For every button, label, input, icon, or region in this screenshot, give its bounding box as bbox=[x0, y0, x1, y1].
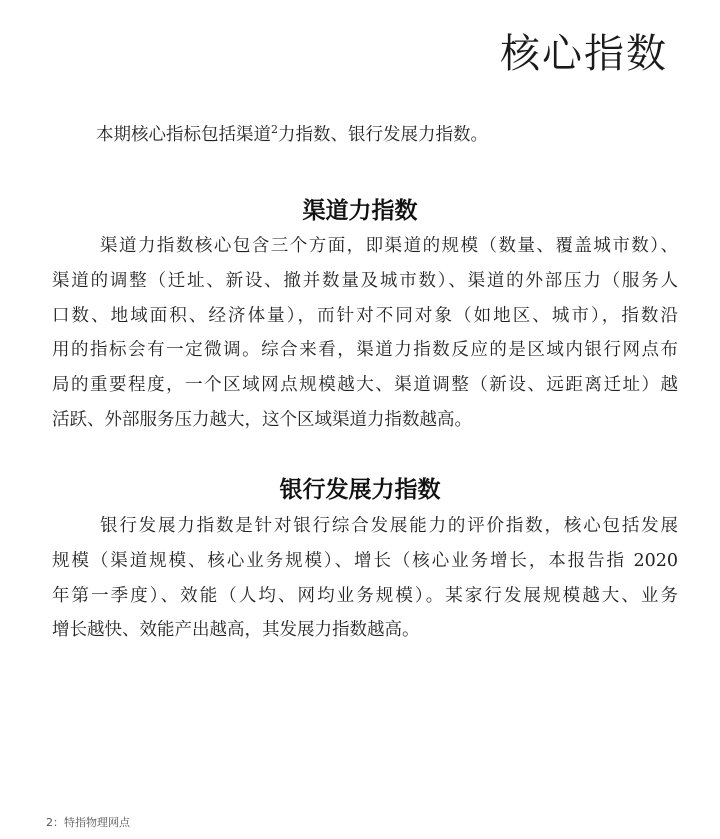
footnote-marker: 2 bbox=[271, 123, 278, 137]
section-body-channel-index bbox=[52, 229, 678, 438]
section-heading-channel-index: 渠道力指数 bbox=[302, 198, 418, 224]
paragraph-line: 渠道力指数核心包含三个方面，即渠道的规模（数量、覆盖城市数）、 bbox=[100, 236, 678, 256]
paragraph-line: 银行发展力指数是针对银行综合发展能力的评价指数，核心包括发展 bbox=[100, 516, 678, 536]
paragraph-line: 局的重要程度，一个区域网点规模越大、渠道调整（新设、远距离迁址）越 bbox=[52, 375, 678, 396]
page-title: 核心指数 bbox=[500, 31, 668, 77]
intro-text bbox=[96, 121, 488, 149]
section-heading-bank-development-index: 银行发展力指数 bbox=[279, 477, 441, 503]
paragraph-line: 活跃、外部服务压力越大，这个区域渠道力指数越高。 bbox=[52, 409, 472, 430]
paragraph-line: 用的指标会有一定微调。综合来看，渠道力指数反应的是区域内银行网点布 bbox=[52, 340, 678, 361]
paragraph-line: 年第一季度）、效能（人均、网均业务规模）。某家行发展规模越大、业务 bbox=[52, 585, 678, 606]
intro-text-end: 力指数、银行发展力指数。 bbox=[278, 125, 488, 145]
paragraph-line: 规模（渠道规模、核心业务规模）、增长（核心业务增长，本报告指 2020 bbox=[52, 550, 678, 571]
intro-text-start: 本期核心指标包括渠道 bbox=[96, 125, 271, 145]
paragraph-line: 增长越快、效能产出越高，其发展力指数越高。 bbox=[52, 620, 420, 641]
section-body-bank-development-index bbox=[52, 509, 678, 648]
footnote: 2：特指物理网点 bbox=[46, 816, 130, 829]
paragraph-line: 渠道的调整（迁址、新设、撤并数量及城市数）、渠道的外部压力（服务人 bbox=[52, 270, 678, 291]
paragraph-line: 口数、地域面积、经济体量），而针对不同对象（如地区、城市），指数沿 bbox=[52, 305, 678, 326]
